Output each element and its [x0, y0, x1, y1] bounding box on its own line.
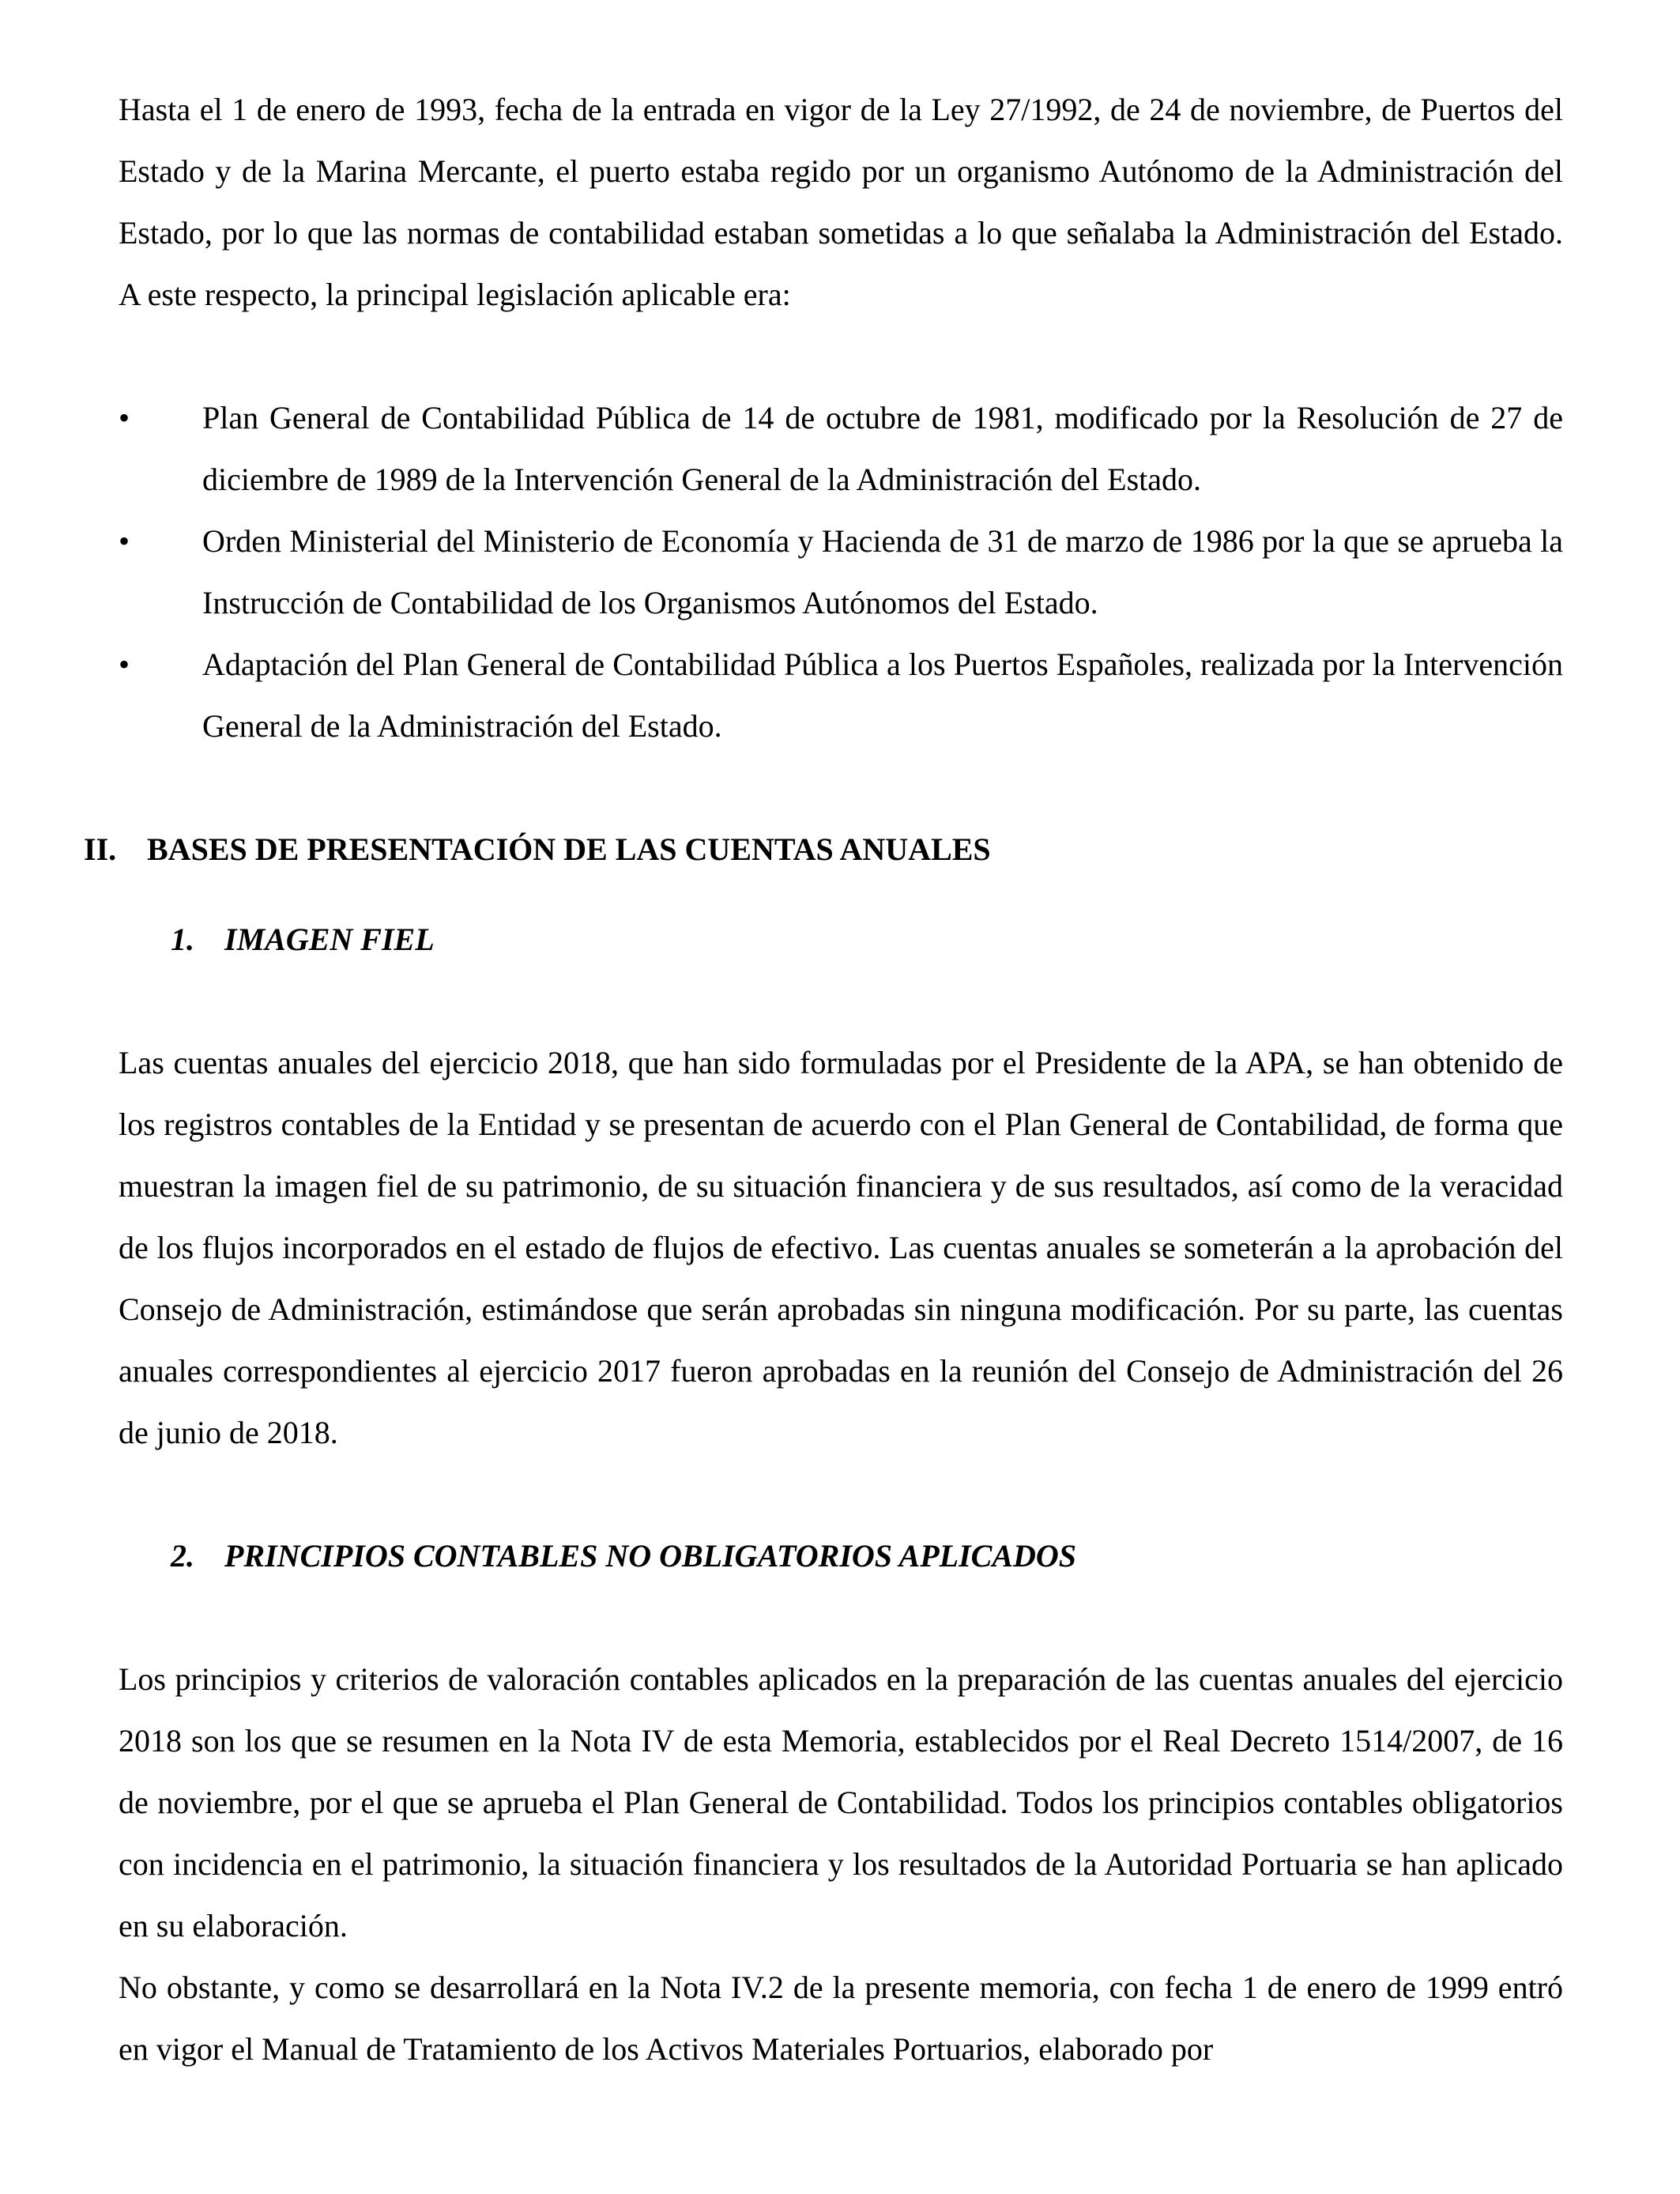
list-item: [119, 511, 1563, 634]
no-obstante-paragraph: No obstante, y como se desarrollará en la Nota IV.2 de la presente memoria, con fecha 1 de enero de 1999 entró en vigor el Manual de Tratamiento de los Activos Materiales Portuarios, elaborado por: [119, 1970, 1563, 2067]
list-item-text: Adaptación del Plan General de Contabilidad Pública a los Puertos Españoles, realizada por la Intervención General de la Administración del Estado.: [202, 647, 1563, 744]
document-page: [84, 79, 1563, 2080]
subsection-heading: [119, 909, 1563, 971]
bullet-icon: •: [119, 523, 130, 559]
intro-paragraph: Hasta el 1 de enero de 1993, fecha de la entrada en vigor de la Ley 27/1992, de 24 de noviembre, de Puertos del Estado y de la Marina Mercante, el puerto estaba regido por un organismo Autónomo de la Administración del Estado, por lo que las normas de contabilidad estaban sometidas a lo que señalaba la Administración del Estado. A este respecto, la principal legislación aplicable era:: [119, 92, 1563, 312]
section-title: BASES DE PRESENTACIÓN DE LAS CUENTAS ANUALES: [147, 831, 991, 867]
list-item: [119, 387, 1563, 511]
section-number: II.: [84, 831, 117, 867]
subsection-heading: [119, 1525, 1563, 1587]
list-item-text: Orden Ministerial del Ministerio de Economía y Hacienda de 31 de marzo de 1986 por la que se aprueba la Instrucción de Contabilidad de los Organismos Autónomos del Estado.: [202, 523, 1563, 620]
subsection-number: 1.: [171, 922, 194, 957]
imagen-fiel-paragraph: Las cuentas anuales del ejercicio 2018, que han sido formuladas por el Presidente de la APA, se han obtenido de los registros contables de la Entidad y se presentan de acuerdo con el Plan General de Contabilidad, de forma que muestran la imagen fiel de su patrimonio, de su situación financiera y de sus resultados, así como de la veracidad de los flujos incorporados en el estado de flujos de efectivo. Las cuentas anuales se someterán a la aprobación del Consejo de Administración, estimándose que serán aprobadas sin ninguna modificación. Por su parte, las cuentas anuales correspondientes al ejercicio 2017 fueron aprobadas en la reunión del Consejo de Administración del 26 de junio de 2018.: [119, 1045, 1563, 1450]
section-heading: [84, 819, 1563, 880]
principios-paragraph: Los principios y criterios de valoración contables aplicados en la preparación de las cuentas anuales del ejercicio 2018 son los que se resumen en la Nota IV de esta Memoria, establecidos por el Real Decreto 1514/2007, de 16 de noviembre, por el que se aprueba el Plan General de Contabilidad. Todos los principios contables obligatorios con incidencia en el patrimonio, la situación financiera y los resultados de la Autoridad Portuaria se han aplicado en su elaboración.: [119, 1661, 1563, 1943]
subsection-number: 2.: [171, 1538, 194, 1574]
list-item-text: Plan General de Contabilidad Pública de 14 de octubre de 1981, modificado por la Resolución de 27 de diciembre de 1989 de la Intervención General de la Administración del Estado.: [202, 400, 1563, 497]
bullet-icon: •: [119, 647, 130, 682]
list-item: [119, 634, 1563, 757]
bullet-icon: •: [119, 400, 130, 435]
legislation-list: [119, 387, 1563, 757]
subsection-title: PRINCIPIOS CONTABLES NO OBLIGATORIOS APLICADOS: [224, 1538, 1077, 1574]
subsection-title: IMAGEN FIEL: [224, 922, 435, 957]
